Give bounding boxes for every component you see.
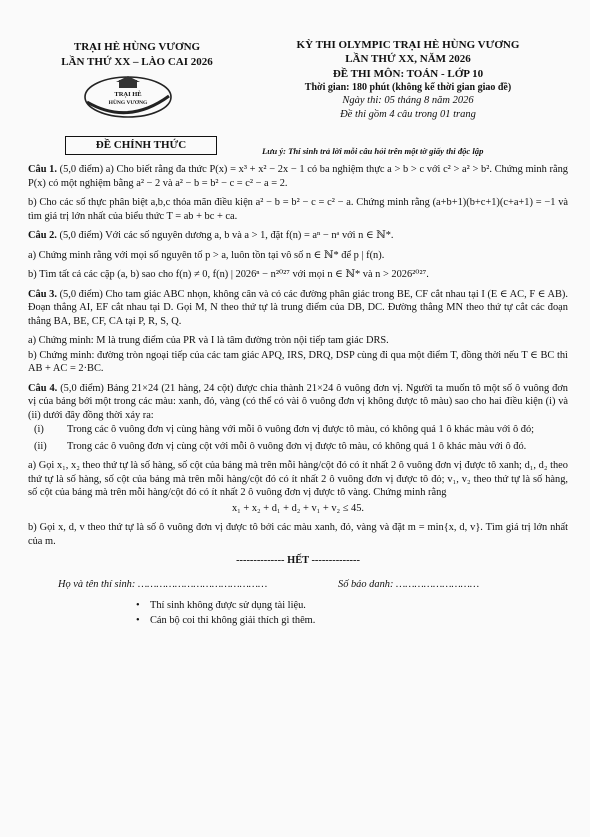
question-1b: b) Cho các số thực phân biệt a,b,c thỏa mãn điều kiện a² − b = b² − c = c² − a. Chứng minh rằng (a+b+1)(b+c+1)(c+a+1) = −1 và tìm giá trị lớn nhất của biểu thức T = ab + bc + ca. — [28, 197, 568, 222]
condition-ii-text: Trong các ô vuông đơn vị cùng cột với mỗi ô vuông đơn vị được tô màu, có không quá 1 ô khác màu với ô đó. — [67, 440, 527, 452]
question-2-label: Câu 2. — [28, 230, 57, 242]
exam-body — [28, 163, 568, 628]
question-1-label: Câu 1. — [28, 164, 57, 175]
question-4a: a) Gọi x₁, x₂ theo thứ tự là số hàng, số cột của bảng mà trên mỗi hàng/cột đó có ít nhất 2 ô vuông đơn vị được tô xanh; d₁, d₂ theo thứ tự là số hàng, số cột của bảng mà trên mỗi hàng/cột đó có ít nhất 2 ô vuông đơn vị được tô đỏ; v₁, v₂ theo thứ tự là số hàng, số cột của bảng mà trên mỗi hàng/cột đó có ít nhất 2 ô vuông đơn vị được tô vàng. Chứng minh rằng — [28, 460, 568, 499]
exam-title: KỲ THI OLYMPIC TRẠI HÈ HÙNG VƯƠNG — [296, 39, 520, 51]
candidate-info — [58, 578, 568, 592]
exam-date: Ngày thi: 05 tháng 8 năm 2026 — [342, 94, 474, 106]
header-left — [52, 40, 222, 70]
exam-subject: ĐỀ THI MÔN: TOÁN - LỚP 10 — [332, 67, 484, 80]
exam-note: Lưu ý: Thí sinh trả lời mỗi câu hỏi trên một tờ giấy thi độc lập — [262, 146, 484, 156]
bullet-icon: • — [136, 614, 140, 626]
question-1a — [28, 163, 568, 190]
condition-ii-number: (ii) — [34, 440, 47, 452]
condition-ii — [28, 440, 568, 454]
exam-pages: Đề thi gồm 4 câu trong 01 trang — [340, 108, 476, 120]
logo-text-1: TRẠI HÈ — [114, 91, 142, 98]
exam-time: Thời gian: 180 phút (không kể thời gian giao đề) — [304, 81, 512, 93]
question-2-intro-text: (5,0 điểm) Với các số nguyên dương a, b và a > 1, đặt f(n) = aⁿ − nᵃ với n ∈ ℕ*. — [59, 230, 394, 242]
question-4-intro-text: (5,0 điểm) Bảng 21×24 (21 hàng, 24 cột) được chia thành 21×24 ô vuông đơn vị. Người ta muốn tô một số ô vuông đơn vị của bảng bởi một trong các màu: xanh, đỏ, vàng (có thể có vài ô vuông đơn vị không được tô màu) sao cho hai điều kiện (i) và (ii) dưới đây đồng thời xảy ra: — [28, 382, 568, 421]
question-4-intro — [28, 382, 568, 423]
question-2b: b) Tìm tất cả các cặp (a, b) sao cho f(n) ≠ 0, f(n) | 2026ⁿ − n²⁰²⁷ với mọi n ∈ ℕ* và n > 2026²⁰²⁷. — [28, 269, 429, 281]
question-4b: b) Gọi x, d, v theo thứ tự là số ô vuông đơn vị được tô bởi các màu xanh, đỏ, vàng và đặt m = min{x, d, v}. Tìm giá trị lớn nhất của m. — [28, 522, 568, 547]
question-2-intro — [28, 229, 568, 243]
question-2a: a) Chứng minh rằng với mọi số nguyên tố p > a, luôn tồn tại vô số n ∈ ℕ* để p | f(n). — [28, 249, 385, 261]
question-3a: a) Chứng minh: M là trung điểm của PR và I là tâm đường tròn nội tiếp tam giác DRS. — [28, 335, 389, 347]
question-4-label: Câu 4. — [28, 382, 58, 394]
end-marker: -------------- HẾT -------------- — [236, 555, 360, 567]
instruction-text: Cán bộ coi thi không giải thích gì thêm. — [150, 614, 316, 626]
question-3b: b) Chứng minh: đường tròn ngoại tiếp của các tam giác APQ, IRS, DRQ, DSP cùng đi qua một điểm T, đồng thời nếu T ∈ BC thì AB + AC = 2·BC. — [28, 349, 568, 375]
camp-logo — [83, 74, 173, 120]
question-1a-text: (5,0 điểm) a) Cho biết rằng đa thức P(x) = x³ + x² − 2x − 1 có ba nghiệm thực a > b > c với c² > a² > b². Chứng minh rằng P(x) có một nghiệm bằng a² − 2 và a² − b = b² − c = c² − a = 2. — [28, 164, 568, 189]
organizer-edition: LẦN THỨ XX – LÀO CAI 2026 — [61, 55, 213, 68]
header-right — [258, 38, 558, 121]
candidate-id-field: Số báo danh: ……………………… — [338, 578, 480, 590]
question-3-intro — [28, 288, 568, 329]
condition-i-number: (i) — [34, 424, 44, 436]
question-4a-formula: x₁ + x₂ + d₁ + d₂ + v₁ + v₂ ≤ 45. — [231, 502, 365, 514]
official-badge: ĐỀ CHÍNH THỨC — [65, 136, 217, 155]
question-3-intro-text: (5,0 điểm) Cho tam giác ABC nhọn, không cân và có các đường phân giác trong BE, CF cắt nhau tại I (E ∈ AC, F ∈ AB). Đoạn thẳng AI, EF cắt nhau tại D. Gọi M, N theo thứ tự là trung điểm của DB, DC. Đường thẳng MN theo thứ tự cắt các đoạn thẳng BA, BE, CF, CA tại P, R, S, Q. — [28, 288, 568, 327]
instruction-item — [136, 599, 568, 613]
exam-edition: LẦN THỨ XX, NĂM 2026 — [345, 53, 471, 66]
instruction-item — [136, 614, 568, 628]
question-3-label: Câu 3. — [28, 288, 57, 300]
condition-i — [28, 423, 568, 437]
condition-i-text: Trong các ô vuông đơn vị cùng hàng với mỗi ô vuông đơn vị được tô màu, có không quá 1 ô khác màu với ô đó; — [67, 424, 535, 436]
camp-logo-icon — [83, 74, 173, 120]
candidate-name-field: Họ và tên thí sinh: …………………………………… — [58, 578, 268, 590]
instruction-text: Thí sinh không được sử dụng tài liệu. — [150, 600, 306, 612]
bullet-icon: • — [136, 600, 140, 612]
instructions-list — [136, 599, 568, 627]
organizer-name: TRẠI HÈ HÙNG VƯƠNG — [73, 41, 201, 53]
logo-text-2: HÙNG VƯƠNG — [108, 100, 148, 106]
